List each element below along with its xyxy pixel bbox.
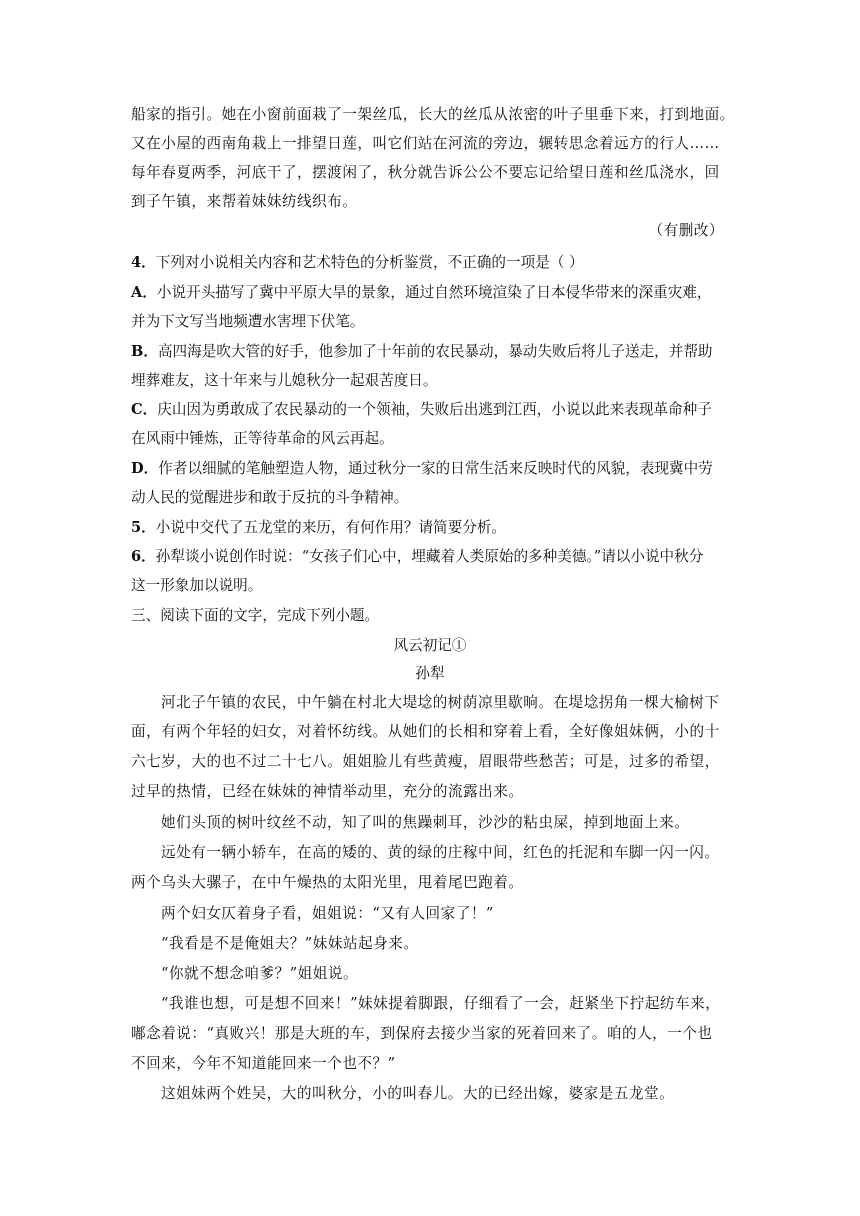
question-5 [131, 518, 731, 538]
question-number: 6． [131, 548, 156, 565]
story-line: 河北子午镇的农民，中午躺在村北大堤埝的树荫凉里歇晌。在堤埝拐角一棵大榆树下 [161, 694, 720, 711]
option-label: B． [131, 343, 158, 360]
story-line: 嘟念着说：“真败兴！那是大班的车，到保府去接少当家的死着回来了。咱的人，一个也 [131, 1025, 713, 1042]
revision-note: （有删改） [648, 222, 724, 239]
story-line: 不回来，今年不知道能回来一个也不？” [131, 1055, 396, 1072]
option-c-line [131, 400, 731, 420]
section-heading: 三、阅读下面的文字，完成下列小题。 [131, 607, 380, 624]
question-6 [131, 547, 731, 567]
option-label: C． [131, 401, 158, 418]
story-line: 两个妇女仄着身子看，姐姐说：“又有人回家了！” [161, 905, 494, 922]
option-a-line [131, 283, 731, 303]
story-line: 这姐妹两个姓吴，大的叫秋分，小的叫春儿。大的已经出嫁，婆家是五龙堂。 [161, 1085, 675, 1102]
story-line: “我谁也想，可是想不回来！”妹妹提着脚跟，仔细看了一会，赶紧坐下拧起纺车来， [161, 995, 721, 1012]
question-number: 5． [131, 519, 156, 536]
passage-line: 每年春夏两季，河底干了，摆渡闲了，秋分就告诉公公不要忘记给望日莲和丝瓜浇水，回 [131, 164, 720, 181]
option-d-line [131, 459, 731, 479]
question-text: 小说中交代了五龙堂的来历，有何作用？请简要分析。 [155, 519, 507, 536]
question-6-cont: 这一形象加以说明。 [131, 577, 263, 594]
story-line: 她们头顶的树叶纹丝不动，知了叫的焦躁刺耳，沙沙的粘虫屎，掉到地面上来。 [161, 814, 690, 831]
option-b-cont: 埋葬难友，这十年来与儿媳秋分一起艰苦度日。 [131, 372, 438, 389]
passage-line: 船家的指引。她在小窗前面栽了一架丝瓜，长大的丝瓜从浓密的叶子里垂下来，打到地面。 [131, 106, 735, 123]
option-b-line [131, 342, 731, 362]
question-number: 4． [131, 254, 156, 271]
option-d-cont: 动人民的觉醒进步和敢于反抗的斗争精神。 [131, 489, 409, 506]
story-line: “你就不想念咱爹？”姐姐说。 [161, 965, 359, 982]
story-line: 两个乌头大骡子，在中午燥热的太阳光里，甩着尾巴跑着。 [131, 874, 524, 891]
story-line: 六七岁，大的也不过二十七八。姐姐脸儿有些黄瘦，眉眼带些愁苦；可是，过多的希望， [131, 753, 720, 770]
option-a-cont: 并为下文写当地频遭水害埋下伏笔。 [131, 313, 365, 330]
option-label: A． [131, 284, 157, 301]
story-line: 过早的热情，已经在妹妹的神情举动里，充分的流露出来。 [131, 783, 524, 800]
question-4 [131, 253, 731, 273]
story-line: 面，有两个年轻的妇女，对着怀纺线。从她们的长相和穿着上看，全好像姐妹俩，小的十 [131, 723, 720, 740]
question-text: 孙犁谈小说创作时说：“女孩子们心中，埋藏着人类原始的多种美德。”请以小说中秋分 [155, 548, 704, 565]
option-label: D． [131, 460, 159, 477]
story-line: 远处有一辆小轿车，在高的矮的、黄的绿的庄稼中间，红色的托泥和车脚一闪一闪。 [161, 844, 720, 861]
option-c-cont: 在风雨中锤炼，正等待革命的风云再起。 [131, 430, 394, 447]
passage-line: 到子午镇，来帮着妹妹纺线织布。 [131, 193, 358, 210]
story-line: “我看是不是俺姐夫？”妹妹站起身来。 [161, 935, 419, 952]
story-title: 风云初记① [393, 637, 467, 654]
option-text: 高四海是吹大管的好手，他参加了十年前的农民暴动，暴动失败后将儿子送走，并帮助 [157, 343, 713, 360]
option-text: 作者以细腻的笔触塑造人物，通过秋分一家的日常生活来反映时代的风貌，表现冀中劳 [158, 460, 713, 477]
option-text: 小说开头描写了冀中平原大旱的景象，通过自然环境渲染了日本侵华带来的深重灾难， [156, 284, 712, 301]
option-text: 庆山因为勇敢成了农民暴动的一个领袖，失败后出逃到江西，小说以此来表现革命种子 [157, 401, 712, 418]
passage-line: 又在小屋的西南角栽上一排望日莲，叫它们站在河流的旁边，辗转思念着远方的行人…… [131, 135, 720, 152]
story-author: 孙犁 [415, 665, 445, 682]
question-stem: 下列对小说相关内容和艺术特色的分析鉴赏，不正确的一项是（ ） [155, 254, 584, 271]
